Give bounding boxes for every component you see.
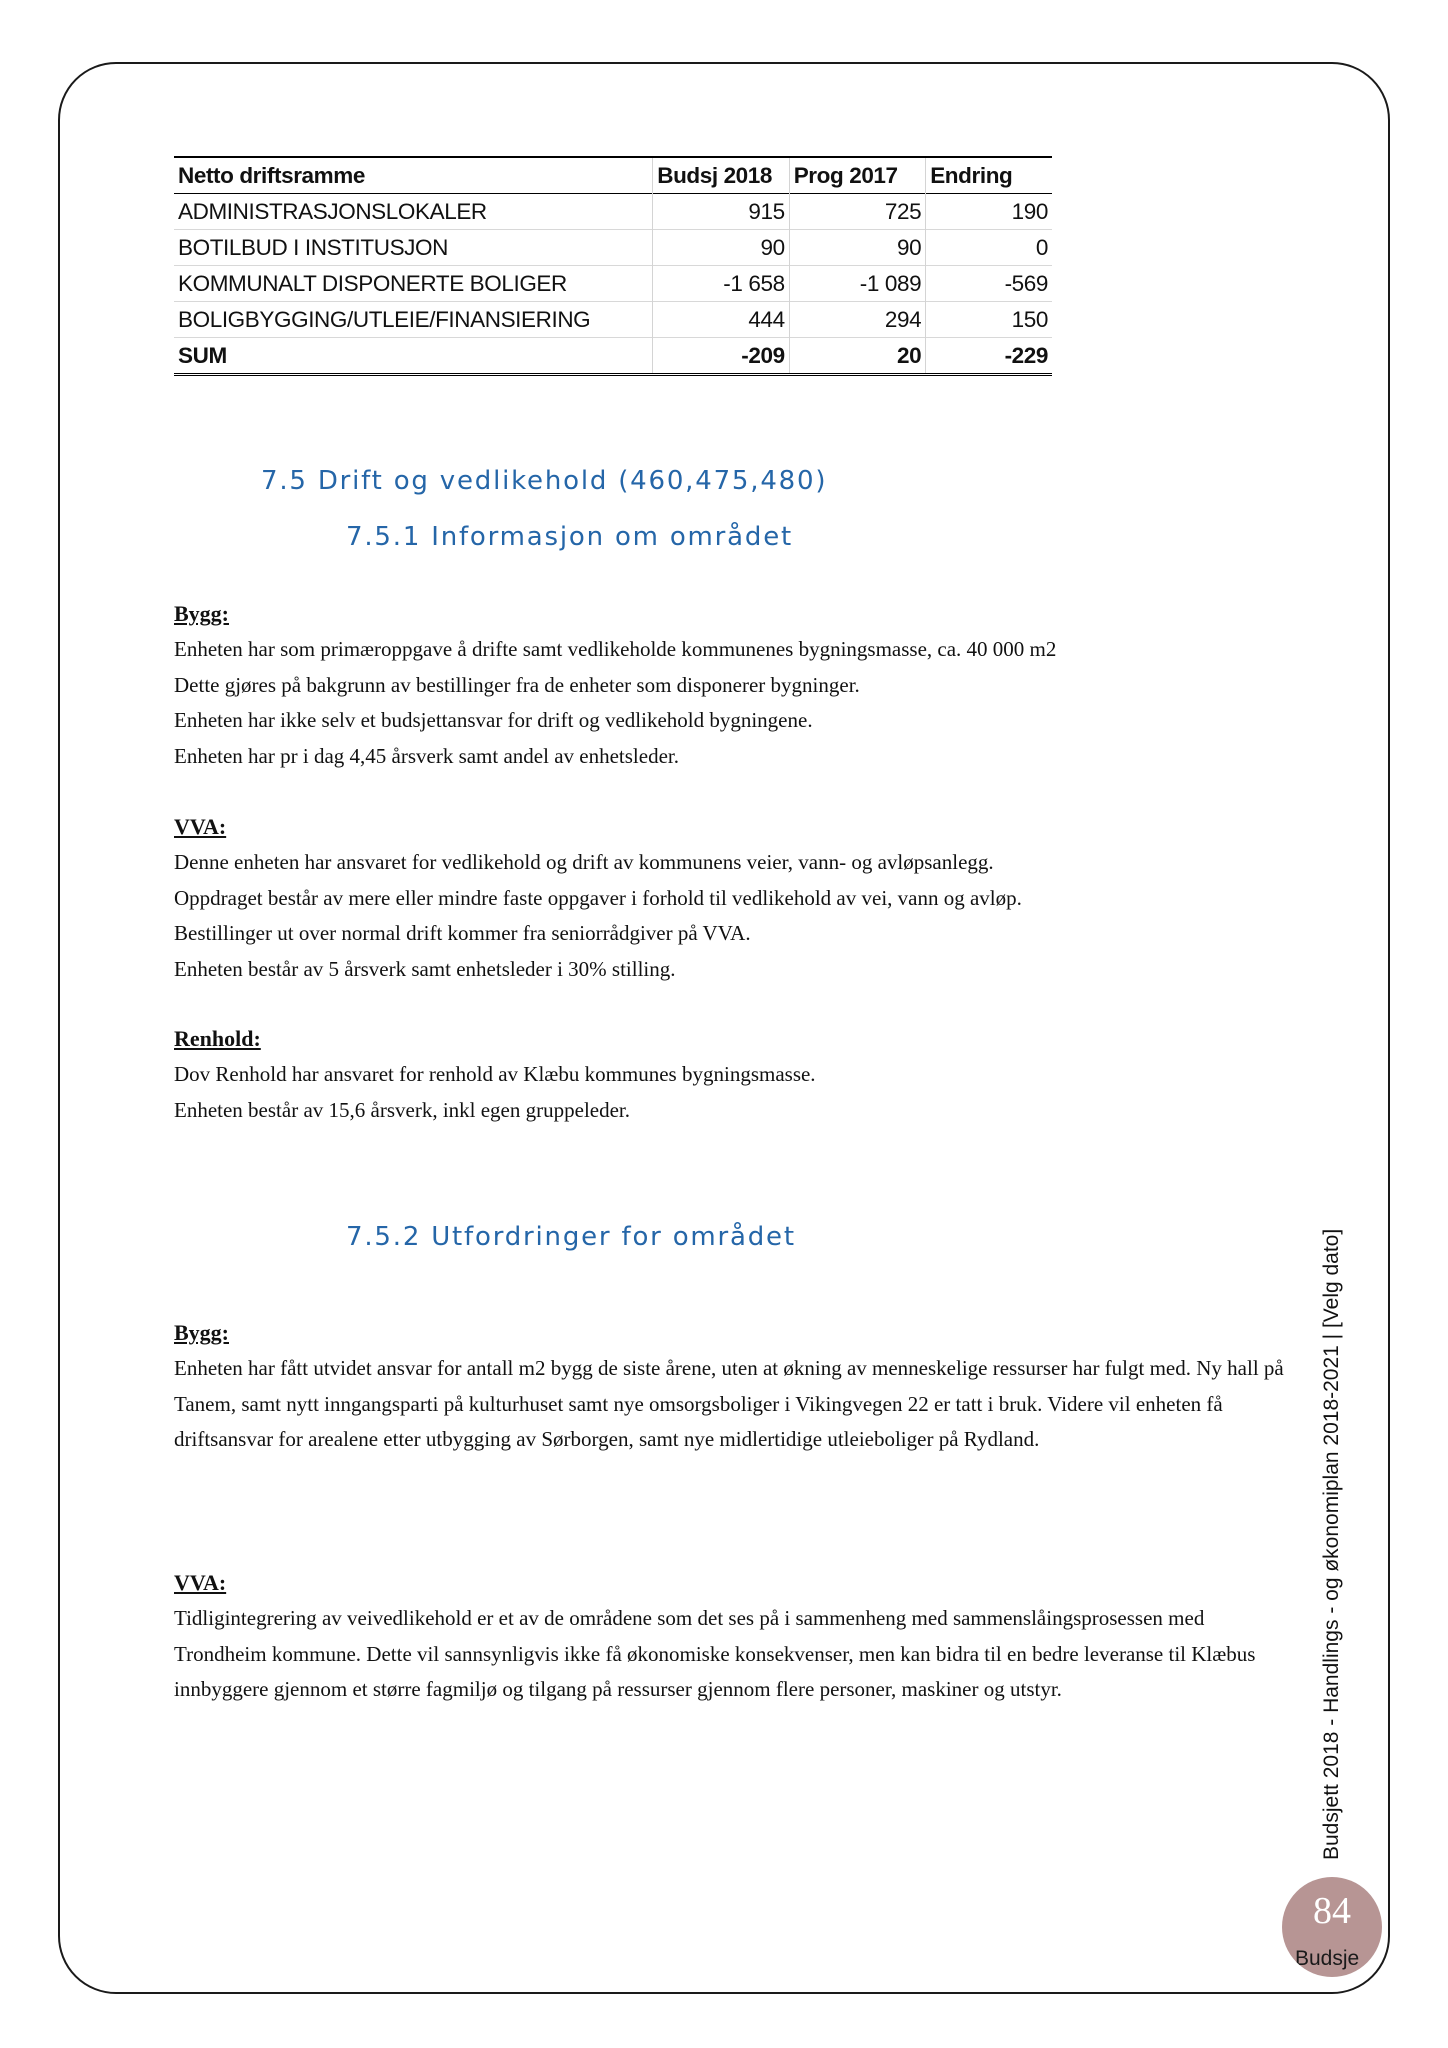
sum-label: SUM	[174, 338, 653, 375]
text-line: Dov Renhold har ansvaret for renhold av Klæbu kommunes bygningsmasse.	[174, 1062, 816, 1086]
col-header-name: Netto driftsramme	[174, 157, 653, 194]
info-bygg-section	[174, 596, 1294, 774]
badge-footer-text: Budsje	[1295, 1947, 1360, 1970]
row-label: KOMMUNALT DISPONERTE BOLIGER	[174, 266, 653, 302]
sum-prog-2017: 20	[789, 338, 925, 375]
challenge-vva-section	[174, 1565, 1294, 1708]
row-label: BOLIGBYGGING/UTLEIE/FINANSIERING	[174, 302, 653, 338]
table-header-row	[174, 157, 1052, 194]
row-label: BOTILBUD I INSTITUSJON	[174, 230, 653, 266]
cell-endring: 0	[1035, 234, 1048, 260]
table-row	[174, 194, 1052, 230]
info-renhold-title: Renhold:	[174, 1026, 261, 1051]
cell-endring: 190	[1011, 198, 1048, 224]
cell-budsj-2018: 90	[653, 230, 789, 266]
cell-prog-2017: -1 089	[789, 266, 925, 302]
page-number: 84	[1313, 1890, 1351, 1932]
table-sum-row	[174, 338, 1052, 375]
heading-informasjon: 7.5.1 Informasjon om området	[346, 522, 793, 552]
heading-drift-og-vedlikehold: 7.5 Drift og vedlikehold (460,475,480)	[261, 466, 828, 496]
col-header-prog-2017: Prog 2017	[789, 157, 925, 194]
cell-endring: -569	[1004, 270, 1048, 296]
cell-endring: 150	[1011, 306, 1048, 332]
row-label: ADMINISTRASJONSLOKALER	[174, 194, 653, 230]
text-line: Enheten består av 15,6 årsverk, inkl egen gruppeleder.	[174, 1097, 631, 1122]
heading-utfordringer: 7.5.2 Utfordringer for området	[346, 1222, 796, 1252]
info-vva-section	[174, 809, 1294, 987]
challenge-vva-text: Tidligintegrering av veivedlikehold er et av de områdene som det ses på i sammenheng med sammenslåingsprosessen med Trondheim kommune. Dette vil sannsynligvis ikke få økonomiske konsekvenser, men kan bidra til en bedre leveranse til Klæbus innbyggere gjennom et større fagmiljø og tilgang på ressurser gjennom flere personer, maskiner og utstyr.	[174, 1606, 1256, 1701]
text-line: Enheten har som primæroppgave å drifte samt vedlikeholde kommunenes bygningsmasse, ca. 40 000 m2	[174, 637, 1057, 661]
sum-budsj-2018: -209	[653, 338, 789, 375]
info-renhold-text	[174, 1057, 1294, 1128]
table-row	[174, 230, 1052, 266]
info-bygg-title: Bygg:	[174, 601, 229, 626]
cell-budsj-2018: 444	[653, 302, 789, 338]
cell-budsj-2018: 915	[653, 194, 789, 230]
budget-table	[174, 156, 1052, 376]
text-line: Enheten har ikke selv et budsjettansvar for drift og vedlikehold bygningene.	[174, 708, 813, 732]
info-vva-title: VVA:	[174, 814, 227, 839]
table-row	[174, 302, 1052, 338]
text-line: Oppdraget består av mere eller mindre faste oppgaver i forhold til vedlikehold av vei, vann og avløp.	[174, 885, 1022, 910]
challenge-vva-title: VVA:	[174, 1570, 227, 1595]
cell-budsj-2018: -1 658	[653, 266, 789, 302]
challenge-bygg-text: Enheten har fått utvidet ansvar for antall m2 bygg de siste årene, uten at økning av menneskelige ressurser har fulgt med. Ny hall på Tanem, samt nytt inngangsparti på kulturhuset samt nye omsorgsboliger i Vikingvegen 22 er tatt i bruk. Videre vil enheten få driftsansvar for arealene etter utbygging av Sørborgen, samt nye midlertidige utleieboliger på Rydland.	[174, 1356, 1284, 1451]
text-line: Bestillinger ut over normal drift kommer fra seniorrådgiver på VVA.	[174, 921, 751, 945]
cell-prog-2017: 294	[789, 302, 925, 338]
text-line: Dette gjøres på bakgrunn av bestillinger fra de enheter som disponerer bygninger.	[174, 672, 860, 697]
sum-endring: -229	[1004, 342, 1048, 368]
text-line: Enheten består av 5 årsverk samt enhetsleder i 30% stilling.	[174, 956, 676, 981]
text-line: Enheten har pr i dag 4,45 årsverk samt andel av enhetsleder.	[174, 743, 679, 768]
vertical-document-title: Budsjett 2018 - Handlings - og økonomiplan 2018-2021 | [Velg dato]	[1320, 1228, 1343, 1860]
info-vva-text	[174, 845, 1294, 987]
challenge-bygg-title: Bygg:	[174, 1320, 229, 1345]
info-renhold-section	[174, 1021, 1294, 1128]
cell-prog-2017: 725	[789, 194, 925, 230]
text-line: Denne enheten har ansvaret for vedlikehold og drift av kommunens veier, vann- og avløpsanlegg.	[174, 850, 994, 874]
col-header-budsj-2018: Budsj 2018	[653, 157, 789, 194]
challenge-bygg-section	[174, 1315, 1294, 1458]
page-number-badge	[1282, 1877, 1382, 1977]
info-bygg-text	[174, 632, 1294, 774]
col-header-endring: Endring	[930, 162, 1013, 188]
table-row	[174, 266, 1052, 302]
cell-prog-2017: 90	[789, 230, 925, 266]
